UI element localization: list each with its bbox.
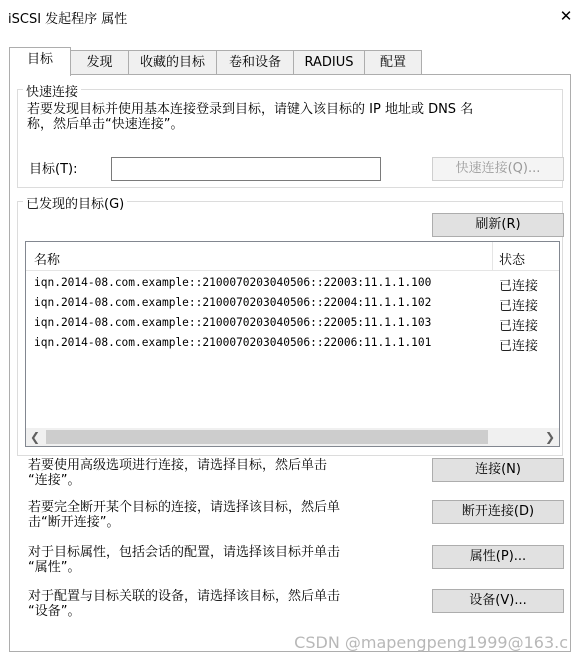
column-separator[interactable] [492, 242, 493, 270]
table-row[interactable] [26, 313, 559, 333]
quick-connect-description-line1: 若要发现目标并使用基本连接登录到目标，请键入该目标的 IP 地址或 DNS 名 [27, 102, 474, 117]
quick-connect-button[interactable]: 快速连接(Q)... [432, 157, 564, 181]
targets-list[interactable] [25, 241, 560, 447]
devices-description [28, 589, 418, 619]
disconnect-description-line2: 击“断开连接”。 [28, 515, 120, 530]
target-label: 目标(T): [29, 162, 78, 177]
watermark: CSDN @mapengpeng1999@163.c [294, 633, 568, 652]
connect-description-line2: “连接”。 [28, 473, 81, 488]
properties-description-line1: 对于目标属性，包括会话的配置，请选择该目标并单击 [28, 545, 341, 560]
disconnect-description-line1: 若要完全断开某个目标的连接，请选择该目标，然后单 [28, 500, 341, 515]
tab-configuration[interactable]: 配置 [364, 50, 422, 74]
target-name: iqn.2014-08.com.example::2100070203040506::22006:11.1.1.101 [34, 336, 432, 349]
table-row[interactable] [26, 293, 559, 313]
target-status: 已连接 [499, 339, 539, 354]
tab-bar [9, 47, 571, 75]
target-name: iqn.2014-08.com.example::2100070203040506::22003:11.1.1.100 [34, 276, 432, 289]
connect-description [28, 458, 418, 488]
devices-description-line1: 对于配置与目标关联的设备，请选择该目标，然后单击 [28, 589, 341, 604]
quick-connect-description-line2: 称，然后单击“快速连接”。 [27, 117, 184, 132]
target-status: 已连接 [499, 299, 539, 314]
discovered-targets-legend: 已发现的目标(G) [23, 193, 127, 212]
properties-description-line2: “属性”。 [28, 560, 81, 575]
horizontal-scrollbar[interactable] [26, 428, 559, 446]
window-title: iSCSI 发起程序 属性 [8, 12, 128, 27]
disconnect-button[interactable]: 断开连接(D) [432, 500, 564, 524]
close-icon[interactable]: ✕ [559, 7, 573, 25]
target-name: iqn.2014-08.com.example::2100070203040506::22004:11.1.1.102 [34, 296, 432, 309]
properties-button[interactable]: 属性(P)... [432, 545, 564, 569]
target-status: 已连接 [499, 279, 539, 294]
tab-favorite-targets[interactable]: 收藏的目标 [128, 50, 217, 74]
scroll-right-icon[interactable]: ❯ [544, 430, 556, 444]
tab-volumes-devices[interactable]: 卷和设备 [216, 50, 294, 74]
quick-connect-legend: 快速连接 [23, 81, 81, 100]
title-bar [0, 0, 581, 34]
column-name-header[interactable]: 名称 [34, 253, 61, 268]
tab-targets[interactable]: 目标 [9, 47, 71, 76]
column-status-header[interactable]: 状态 [499, 253, 526, 268]
tab-radius[interactable]: RADIUS [293, 50, 365, 74]
table-row[interactable] [26, 273, 559, 293]
tab-discovery[interactable]: 发现 [70, 50, 129, 74]
target-name: iqn.2014-08.com.example::2100070203040506::22005:11.1.1.103 [34, 316, 432, 329]
devices-description-line2: “设备”。 [28, 604, 81, 619]
scrollbar-thumb[interactable] [46, 430, 488, 444]
disconnect-description [28, 500, 418, 530]
target-input[interactable] [111, 157, 381, 181]
connect-description-line1: 若要使用高级选项进行连接，请选择目标，然后单击 [28, 458, 328, 473]
connect-button[interactable]: 连接(N) [432, 458, 564, 482]
list-header [26, 242, 559, 271]
target-status: 已连接 [499, 319, 539, 334]
scroll-left-icon[interactable]: ❮ [29, 430, 41, 444]
quick-connect-description [27, 102, 557, 132]
properties-description [28, 545, 418, 575]
refresh-button[interactable]: 刷新(R) [432, 213, 564, 237]
table-row[interactable] [26, 333, 559, 353]
devices-button[interactable]: 设备(V)... [432, 589, 564, 613]
